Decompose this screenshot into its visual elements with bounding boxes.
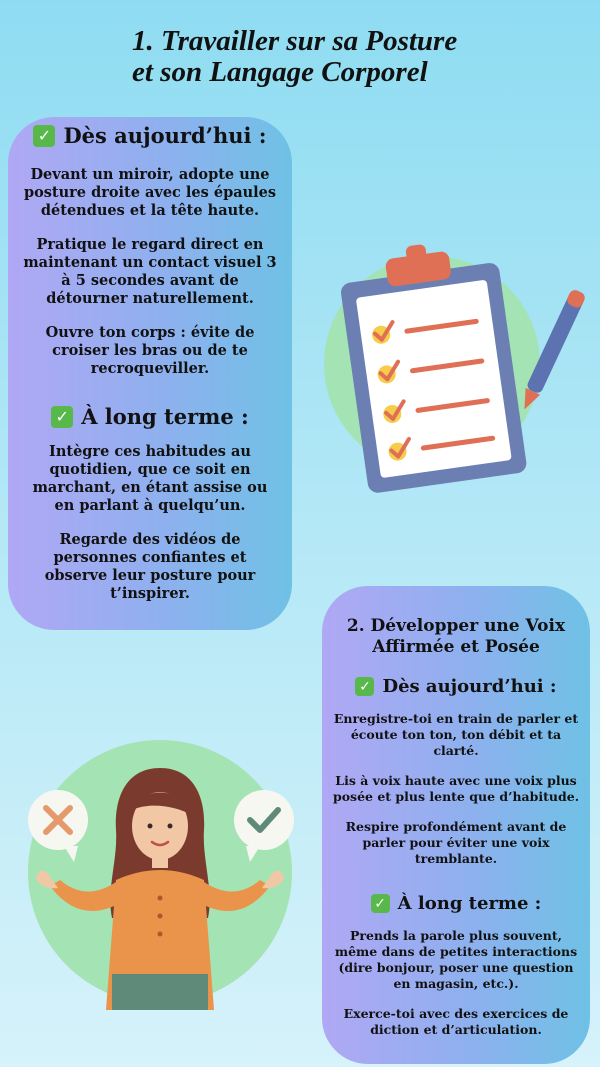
today-heading (22, 123, 278, 148)
tip-text: Exerce-toi avec des exercices de diction et d’articulation. (343, 1006, 569, 1037)
today-heading-label: Dès aujourd’hui : (63, 123, 267, 148)
long-term-heading (332, 893, 580, 914)
long-term-heading-label: À long terme : (81, 404, 249, 429)
woman-choice-illustration (20, 730, 310, 1010)
tip-text: Respire profondément avant de parler pour éviter une voix tremblante. (345, 819, 567, 866)
tip-text: Prends la parole plus souvent, même dans de petites interactions (dire bonjour, poser une question en magasin, etc.). (334, 928, 578, 991)
posture-card (8, 117, 292, 630)
page-title-line-2: et son Langage Corporel (132, 56, 428, 88)
check-icon: ✓ (51, 406, 73, 428)
section-title-line-2: Affirmée et Posée (372, 637, 540, 657)
page-title-line-1: 1. Travailler sur sa Posture (132, 25, 458, 57)
long-term-heading-label: À long terme : (397, 893, 542, 914)
tip-text: Intègre ces habitudes au quotidien, que ce soit en marchant, en étant assise ou en parlant à quelqu’un. (32, 443, 268, 514)
voice-card (322, 586, 590, 1064)
long-term-heading (22, 404, 278, 429)
tip-text: Lis à voix haute avec une voix plus posée et plus lente que d’habitude. (332, 773, 580, 804)
tip-text: Regarde des vidéos de personnes confiantes et observe leur posture pour t’inspirer. (44, 531, 256, 602)
clipboard-checklist-illustration (322, 236, 592, 506)
tip-text: Devant un miroir, adopte une posture droite avec les épaules détendues et la tête haute. (23, 166, 277, 219)
clipboard-icon (336, 236, 528, 494)
tip-text: Pratique le regard direct en maintenant un contact visuel 3 à 5 secondes avant de détourner naturellement. (23, 236, 277, 307)
today-heading-label: Dès aujourd’hui : (382, 676, 557, 697)
tip-text: Ouvre ton corps : évite de croiser les bras ou de te recroqueviller. (45, 324, 255, 377)
tip-text: Enregistre-toi en train de parler et écoute ton ton, ton débit et ta clarté. (333, 711, 579, 758)
page-title (132, 26, 572, 88)
trousers (112, 974, 208, 1010)
check-icon: ✓ (371, 894, 390, 913)
section-title (332, 616, 580, 658)
check-icon: ✓ (33, 125, 55, 147)
section-title-line-1: 2. Développer une Voix (346, 616, 566, 636)
check-icon: ✓ (355, 677, 374, 696)
today-heading (332, 676, 580, 697)
